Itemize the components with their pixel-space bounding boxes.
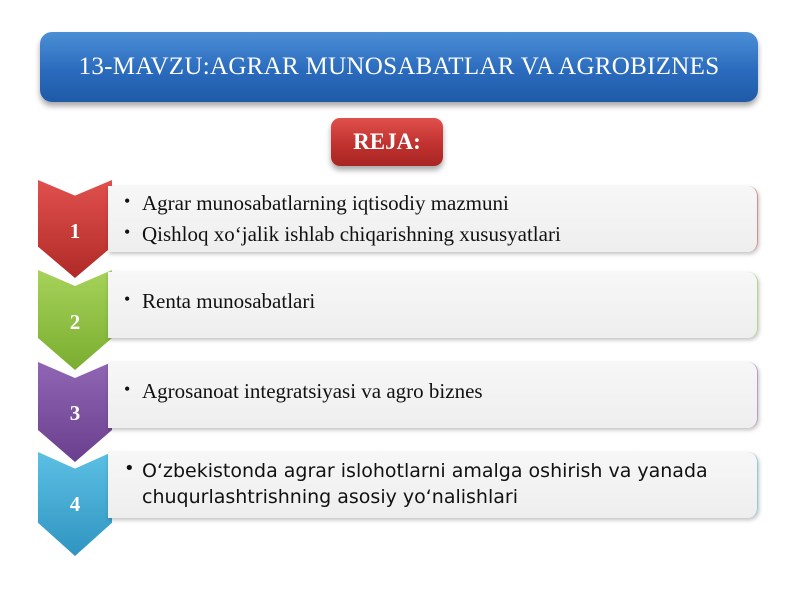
- step-2-panel: [108, 272, 758, 338]
- step-2-number: 2: [69, 310, 81, 334]
- step-1-item-2: • Qishloq xo‘jalik ishlab chiqarishning xususyatlari: [124, 219, 747, 250]
- step-4-number: 4: [69, 492, 81, 516]
- step-4-item-1: • O‘zbekistonda agrar islohotlarni amalga oshirish va yanada chuqurlashtrishning asosiy yo‘nalishlari: [124, 458, 751, 510]
- step-3-panel: [108, 362, 758, 428]
- slide-title: 13-MAVZU:AGRAR MUNOSABATLAR VA AGROBIZNES: [40, 32, 758, 102]
- plan-label: REJA:: [331, 118, 443, 166]
- step-2-item-1: • Renta munosabatlari: [124, 286, 747, 317]
- step-1-item-1: • Agrar munosabatlarning iqtisodiy mazmuni: [124, 188, 747, 219]
- step-1-number: 1: [69, 219, 81, 243]
- step-4-panel: [108, 452, 758, 518]
- step-3-number: 3: [69, 401, 81, 425]
- step-1-panel: [108, 186, 758, 252]
- step-3-item-1: • Agrosanoat integratsiyasi va agro biznes: [124, 376, 747, 407]
